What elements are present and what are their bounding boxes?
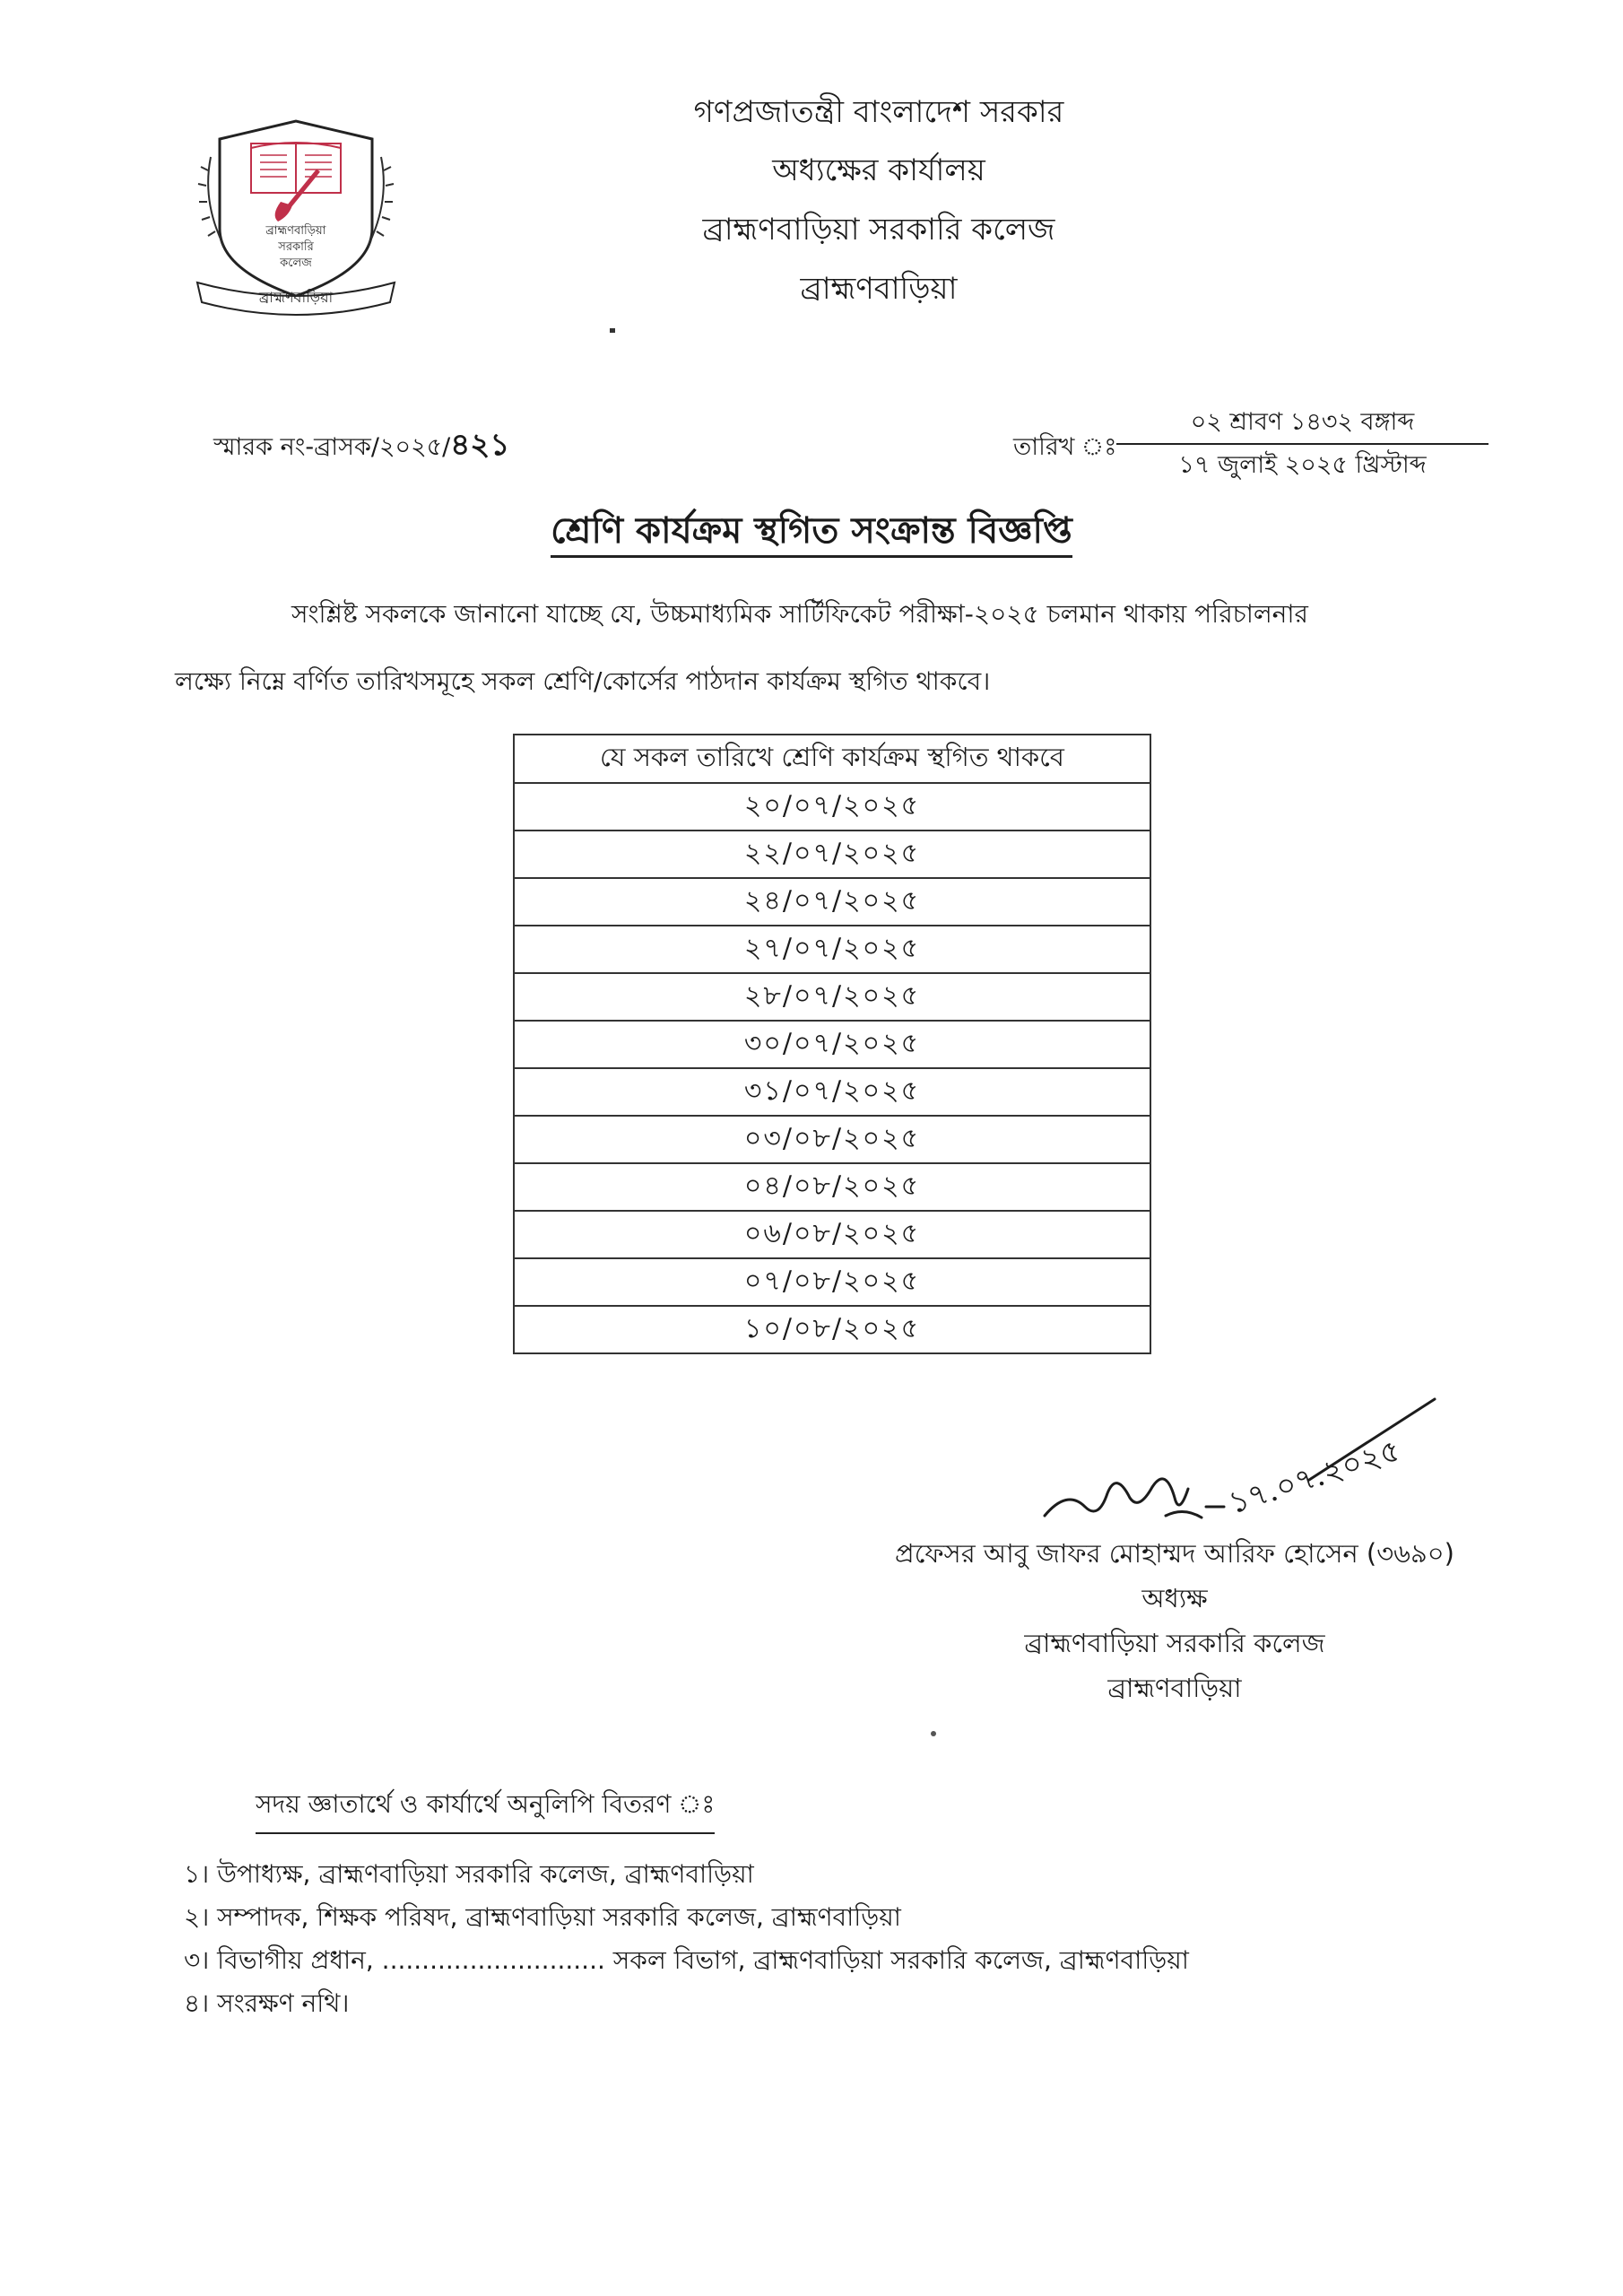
- date-cell: ১০/০৮/২০২৫: [514, 1306, 1150, 1353]
- speck-mark: [610, 328, 615, 333]
- table-row: [514, 1258, 1150, 1306]
- distribution-item: ৩। বিভাগীয় প্রধান, ............................ সকল বিভাগ, ব্রাহ্মণবাড়িয়া সরকারি কলেজ, ব্রাহ্মণবাড়িয়া: [184, 1945, 1189, 1975]
- suspended-dates-table: [513, 734, 1151, 1354]
- signature-handwritten-date: ১৭.০৭.২০২৫: [1224, 1432, 1405, 1522]
- table-row: [514, 1021, 1150, 1068]
- header-government: গণপ্রজাতন্ত্রী বাংলাদেশ সরকার: [693, 94, 1064, 130]
- date-bangla: ০২ শ্রাবণ ১৪৩২ বঙ্গাব্দ: [1116, 402, 1488, 445]
- header-office: অধ্যক্ষের কার্যালয়: [772, 152, 985, 188]
- header-city: ব্রাহ্মণবাড়িয়া: [800, 271, 958, 307]
- table-header-cell: যে সকল তারিখে শ্রেণি কার্যক্রম স্থগিত থাকবে: [514, 735, 1150, 783]
- table-row: [514, 1306, 1150, 1353]
- logo-text-line1: ব্রাহ্মণবাড়িয়া: [265, 224, 326, 238]
- date-cell: ০৭/০৮/২০২৫: [514, 1258, 1150, 1306]
- date-block: [1116, 402, 1488, 486]
- table-row: [514, 783, 1150, 831]
- handwritten-signature: [1031, 1381, 1453, 1534]
- memo-handwritten-number: ৪২১: [450, 427, 510, 463]
- distribution-item: ১। উপাধ্যক্ষ, ব্রাহ্মণবাড়িয়া সরকারি কলেজ, ব্রাহ্মণবাড়িয়া: [184, 1859, 754, 1889]
- date-cell: ০৪/০৮/২০২৫: [514, 1163, 1150, 1211]
- body-line-1: সংশ্লিষ্ট সকলকে জানানো যাচ্ছে যে, উচ্চমাধ্যমিক সার্টিফিকেট পরীক্ষা-২০২৫ চলমান থাকায় পরিচালনার: [291, 599, 1308, 629]
- date-cell: ২৮/০৭/২০২৫: [514, 973, 1150, 1021]
- distribution-heading: সদয় জ্ঞাতার্থে ও কার্যার্থে অনুলিপি বিতরণ ঃ: [256, 1785, 715, 1834]
- signatory-designation: অধ্যক্ষ: [1141, 1583, 1208, 1613]
- body-line-2: লক্ষ্যে নিম্নে বর্ণিত তারিখসমূহে সকল শ্রেণি/কোর্সের পাঠদান কার্যক্রম স্থগিত থাকবে।: [175, 666, 991, 696]
- distribution-item: ২। সম্পাদক, শিক্ষক পরিষদ, ব্রাহ্মণবাড়িয়া সরকারি কলেজ, ব্রাহ্মণবাড়িয়া: [184, 1902, 901, 1932]
- table-row: [514, 831, 1150, 878]
- logo-ribbon-text: ব্রাহ্মণবাড়িয়া: [258, 289, 334, 306]
- table-row: [514, 1211, 1150, 1258]
- table-row: [514, 973, 1150, 1021]
- logo-text-line2: সরকারি: [278, 240, 314, 254]
- signatory-name: প্রফেসর আবু জাফর মোহাম্মদ আরিফ হোসেন (৩৬৯০): [895, 1538, 1454, 1569]
- date-cell: ০৩/০৮/২০২৫: [514, 1116, 1150, 1163]
- notice-title-text: শ্রেণি কার্যক্রম স্থগিত সংক্রান্ত বিজ্ঞপ্তি: [551, 510, 1072, 558]
- table-row: [514, 1068, 1150, 1116]
- header-college: ব্রাহ্মণবাড়িয়া সরকারি কলেজ: [702, 212, 1055, 248]
- memo-prefix: স্মারক নং-ব্রাসক/২০২৫/: [213, 433, 451, 461]
- date-cell: ২২/০৭/২০২৫: [514, 831, 1150, 878]
- date-label: তারিখ ঃ: [1013, 433, 1117, 461]
- table-row: [514, 1163, 1150, 1211]
- date-cell: ২০/০৭/২০২৫: [514, 783, 1150, 831]
- date-cell: ০৬/০৮/২০২৫: [514, 1211, 1150, 1258]
- date-cell: ৩১/০৭/২০২৫: [514, 1068, 1150, 1116]
- distribution-item: ৪। সংরক্ষণ নথি।: [184, 1988, 350, 2018]
- table-row: [514, 926, 1150, 973]
- speck-mark: [931, 1731, 936, 1736]
- notice-title: [0, 502, 1623, 562]
- date-cell: ২৭/০৭/২০২৫: [514, 926, 1150, 973]
- date-cell: ২৪/০৭/২০২৫: [514, 878, 1150, 926]
- signatory-city: ব্রাহ্মণবাড়িয়া: [1107, 1673, 1242, 1703]
- college-emblem-logo: [188, 103, 404, 318]
- memo-number: [213, 422, 509, 473]
- table-row: [514, 878, 1150, 926]
- logo-text-line3: কলেজ: [280, 257, 312, 270]
- date-gregorian: ১৭ জুলাই ২০২৫ খ্রিস্টাব্দ: [1178, 451, 1427, 479]
- signatory-college: ব্রাহ্মণবাড়িয়া সরকারি কলেজ: [1024, 1628, 1325, 1658]
- table-row: [514, 1116, 1150, 1163]
- table-header-row: [514, 735, 1150, 783]
- date-cell: ৩০/০৭/২০২৫: [514, 1021, 1150, 1068]
